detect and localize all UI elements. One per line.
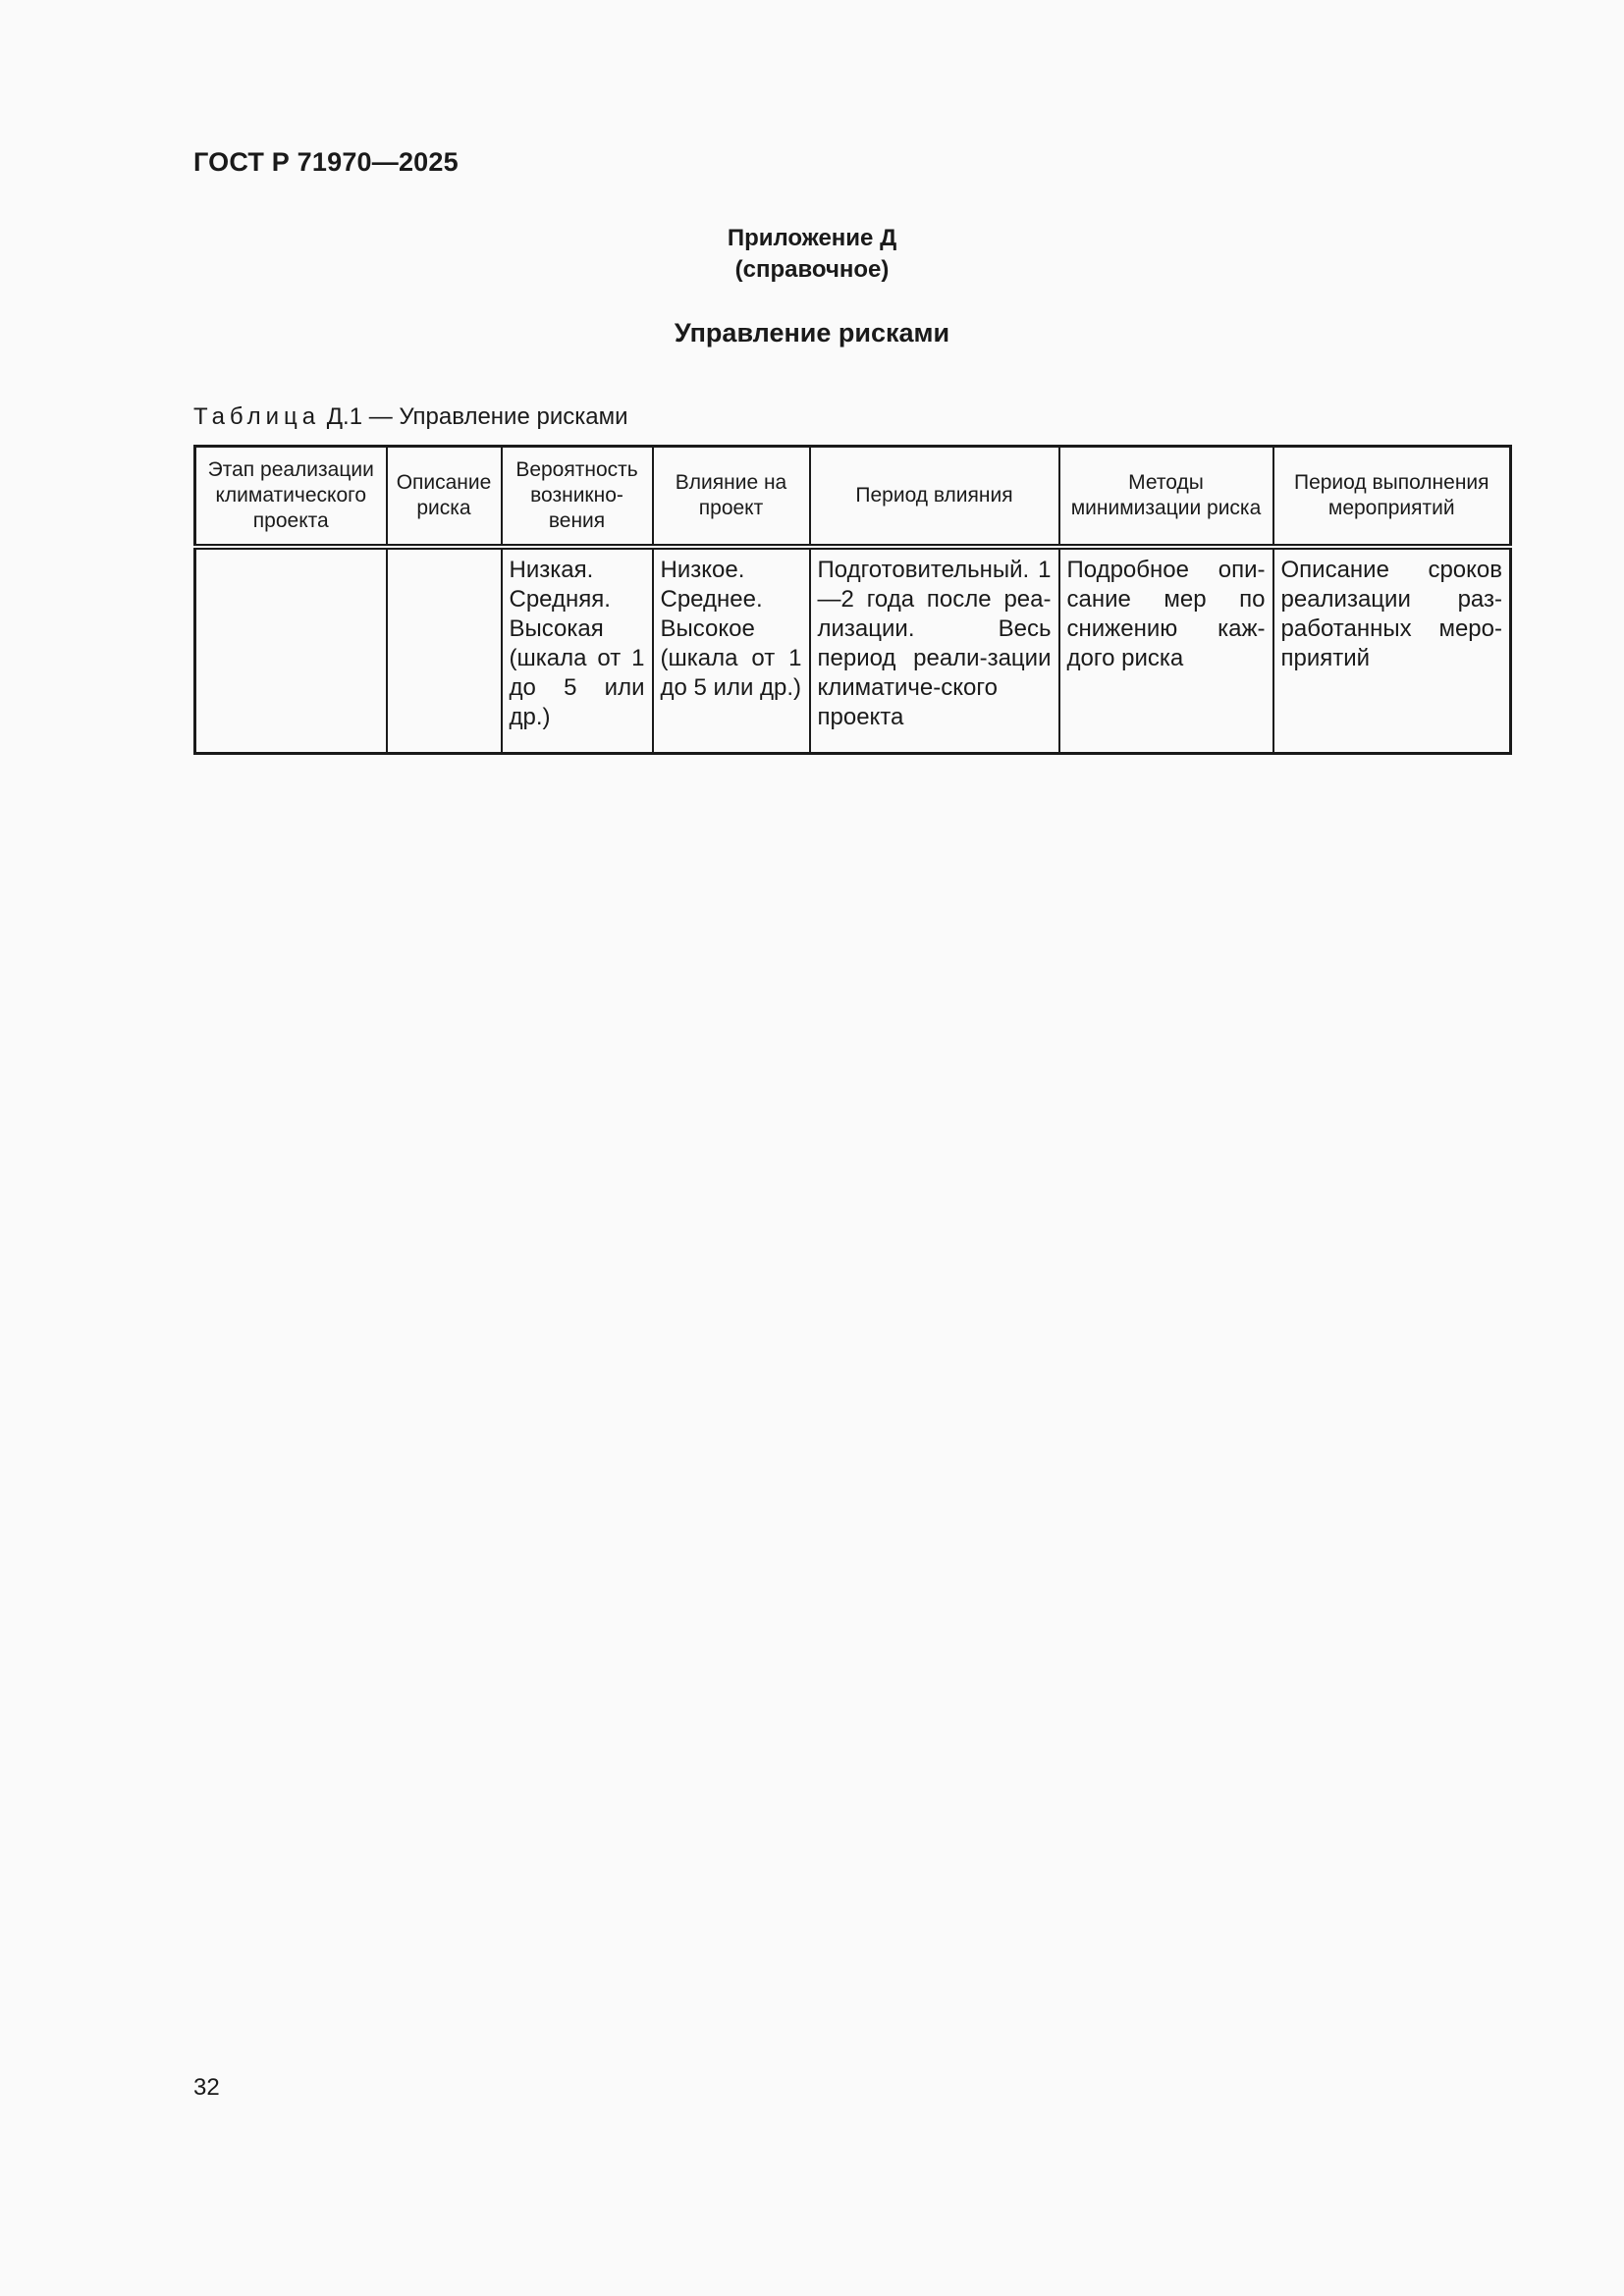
appendix-type: (справочное) (734, 256, 890, 283)
cell-measures-period: Описание сроков реализации раз-работанных меро-приятий (1273, 547, 1511, 754)
column-header-impact: Влияние на проект (653, 447, 810, 548)
document-code: ГОСТ Р 71970—2025 (193, 147, 459, 177)
table-header-row (195, 447, 1511, 548)
table-caption-label: Таблица (193, 403, 321, 430)
cell-probability: Низкая. Средняя. Высокая (шкала от 1 до 5 или др.) (502, 547, 653, 754)
appendix-title: Приложение Д (727, 225, 897, 251)
column-header-measures-period: Период выполнения мероприятий (1273, 447, 1511, 548)
column-header-risk-description: Описание риска (387, 447, 502, 548)
cell-impact: Низкое. Среднее. Высокое (шкала от 1 до 5 или др.) (653, 547, 810, 754)
column-header-stage: Этап реализации климатического проекта (195, 447, 387, 548)
cell-mitigation-methods: Подробное опи-сание мер по снижению каж-дого риска (1059, 547, 1273, 754)
risk-management-table (193, 445, 1512, 755)
table-caption-text: Д.1 — Управление рисками (326, 403, 628, 430)
section-title: Управление рисками (674, 318, 950, 347)
cell-impact-period: Подготовительный. 1—2 года после реа-лизации. Весь период реали-зации климатиче-ского проекта (810, 547, 1059, 754)
column-header-impact-period: Период влияния (810, 447, 1059, 548)
column-header-probability: Вероятность возникно-вения (502, 447, 653, 548)
column-header-mitigation-methods: Методы минимизации риска (1059, 447, 1273, 548)
cell-risk-description (387, 547, 502, 754)
page-number: 32 (193, 2074, 220, 2101)
table-row (195, 547, 1511, 754)
table-caption (193, 403, 628, 431)
cell-stage (195, 547, 387, 754)
